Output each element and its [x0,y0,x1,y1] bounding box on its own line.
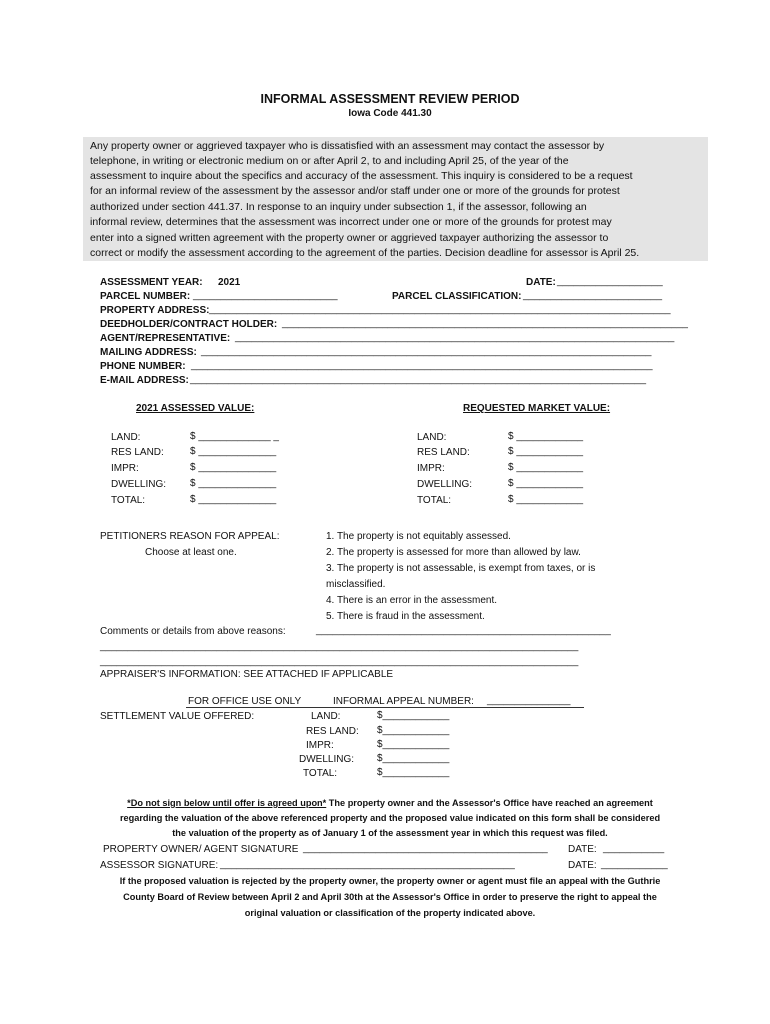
settlement-land-label: LAND: [311,711,341,722]
requested-total-field[interactable]: $ ____________ [508,494,584,505]
settlement-dwelling-field[interactable]: $____________ [377,753,450,764]
requested-res-land-field[interactable]: $ ____________ [508,446,584,457]
owner-signature-field[interactable]: ____________________________________________ [303,843,548,854]
deedholder-field[interactable]: _________________________________________________________________________ [282,318,688,329]
agent-field[interactable]: _______________________________________________________________________________ [235,332,675,343]
assessed-dwelling-label: DWELLING: [111,479,167,490]
reason-option-3[interactable]: 3. The property is not assessable, is exempt from taxes, or is [326,563,596,574]
date-label: DATE: [526,277,556,288]
settlement-label: SETTLEMENT VALUE OFFERED: [100,711,255,722]
requested-impr-label: IMPR: [417,463,445,474]
reason-option-3-cont: misclassified. [326,579,386,590]
parcel-number-field[interactable]: __________________________ [193,290,338,301]
footer-line-3: original valuation or classification of the property indicated above. [244,908,536,918]
settlement-res-land-label: RES LAND: [306,726,359,737]
settlement-total-label: TOTAL: [303,768,338,779]
settlement-dwelling-label: DWELLING: [299,754,355,765]
assessed-land-field[interactable]: $ _____________ _ [190,431,279,442]
intro-line: informal review, determines that the assessment was incorrect under one or more of the grounds for protest may [90,216,612,228]
appraiser-info: APPRAISER'S INFORMATION: SEE ATTACHED IF APPLICABLE [100,669,394,680]
requested-total-label: TOTAL: [417,495,452,506]
phone-number-field[interactable]: ___________________________________________________________________________________ [191,360,653,371]
requested-res-land-label: RES LAND: [417,447,470,458]
reason-option-5[interactable]: 5. There is fraud in the assessment. [326,611,485,622]
footer-line-2: County Board of Review between April 2 and April 30th at the Assessor's Office in order to preserve the right to appeal the [123,892,657,902]
agreement-text: The property owner and the Assessor's Office have reached an agreement [326,798,653,808]
assessed-land-label: LAND: [111,432,141,443]
date-field[interactable]: ___________________ [557,276,663,287]
agent-label: AGENT/REPRESENTATIVE: [100,333,231,344]
assessed-res-land-label: RES LAND: [111,447,164,458]
comments-field-line-2[interactable]: ______________________________________________________________________________________ [100,641,579,652]
parcel-classification-field[interactable]: _________________________ [523,290,663,301]
comments-field-line-3[interactable]: ______________________________________________________________________________________ [100,656,579,667]
footer-line-1: If the proposed valuation is rejected by the property owner, the property owner or agent must file an appeal with the Guthrie [119,876,661,886]
owner-signature-label: PROPERTY OWNER/ AGENT SIGNATURE [103,844,299,855]
property-address-label: PROPERTY ADDRESS: [100,305,210,316]
intro-line: assessment to inquire about the specifics and accuracy of the assessment. This inquiry is considered to be a request [90,170,633,182]
reason-option-2[interactable]: 2. The property is assessed for more than allowed by law. [326,547,581,558]
email-field[interactable]: __________________________________________________________________________________ [190,374,647,385]
requested-dwelling-label: DWELLING: [417,479,473,490]
requested-dwelling-field[interactable]: $ ____________ [508,478,584,489]
deedholder-label: DEEDHOLDER/CONTRACT HOLDER: [100,319,278,330]
intro-line: Any property owner or aggrieved taxpayer who is dissatisfied with an assessment may contact the assessor by [90,140,605,152]
assessed-value-heading: 2021 ASSESSED VALUE: [136,403,255,414]
iowa-code: Iowa Code 441.30 [348,108,432,119]
agreement-line-2: regarding the valuation of the above referenced property and the proposed value indicated on this form shall be considered [119,813,661,823]
requested-land-field[interactable]: $ ____________ [508,431,584,442]
requested-value-heading: REQUESTED MARKET VALUE: [463,403,611,414]
email-label: E-MAIL ADDRESS: [100,375,189,386]
office-use-label: FOR OFFICE USE ONLY [188,696,302,707]
owner-date-label: DATE: [568,844,597,855]
parcel-classification-label: PARCEL CLASSIFICATION: [392,291,522,302]
choose-at-least-one: Choose at least one. [145,547,237,558]
requested-impr-field[interactable]: $ ____________ [508,462,584,473]
do-not-sign-warning: *Do not sign below until offer is agreed upon* [127,798,327,808]
intro-line: authorized under section 441.37. In response to an inquiry under subsection 1, if the assessor, following an [90,201,587,213]
mailing-address-label: MAILING ADDRESS: [100,347,197,358]
settlement-impr-label: IMPR: [306,740,334,751]
agreement-line-3: the valuation of the property as of January 1 of the assessment year in which this request was filed. [172,828,608,838]
phone-number-label: PHONE NUMBER: [100,361,186,372]
assessor-date-label: DATE: [568,860,597,871]
assessed-impr-label: IMPR: [111,463,139,474]
page-title: INFORMAL ASSESSMENT REVIEW PERIOD [260,92,520,106]
requested-land-label: LAND: [417,432,447,443]
parcel-number-label: PARCEL NUMBER: [100,291,191,302]
settlement-res-land-field[interactable]: $____________ [377,725,450,736]
assessed-res-land-field[interactable]: $ ______________ [190,446,277,457]
assessed-dwelling-field[interactable]: $ ______________ [190,478,277,489]
assessed-total-field[interactable]: $ ______________ [190,494,277,505]
owner-date-field[interactable]: ___________ [603,843,665,854]
comments-label: Comments or details from above reasons: [100,626,286,637]
assessor-signature-field[interactable]: _____________________________________________________ [220,859,515,870]
appeal-number-field[interactable]: _______________ [487,695,571,706]
agreement-line-1 [0,798,770,808]
settlement-impr-field[interactable]: $____________ [377,739,450,750]
intro-line: telephone, in writing or electronic medium on or after April 2, to and including April 25, of the year of the [90,155,569,167]
reason-option-1[interactable]: 1. The property is not equitably assessed. [326,531,511,542]
comments-field[interactable]: _____________________________________________________ [316,625,611,636]
intro-line: correct or modify the assessment according to the agreement of the parties. Decision deadline for assessor is April 25. [90,247,640,259]
assessor-date-field[interactable]: ____________ [601,859,668,870]
office-use-divider [186,707,584,708]
assessed-total-label: TOTAL: [111,495,146,506]
mailing-address-field[interactable]: _________________________________________________________________________________ [201,346,652,357]
settlement-total-field[interactable]: $____________ [377,767,450,778]
property-address-field[interactable]: ___________________________________________________________________________________ [209,304,671,315]
appeal-number-label: INFORMAL APPEAL NUMBER: [333,696,474,707]
intro-line: enter into a signed written agreement with the property owner or aggrieved taxpayer authorizing the assessor to [90,232,609,244]
reason-option-4[interactable]: 4. There is an error in the assessment. [326,595,498,606]
settlement-land-field[interactable]: $____________ [377,710,450,721]
assessed-impr-field[interactable]: $ ______________ [190,462,277,473]
appeal-reason-label: PETITIONERS REASON FOR APPEAL: [100,531,280,542]
assessment-year-label: ASSESSMENT YEAR: [100,277,203,288]
assessor-signature-label: ASSESSOR SIGNATURE: [100,860,219,871]
intro-line: for an informal review of the assessment by the assessor and/or staff under one or more of the grounds for protest [90,185,620,197]
assessment-year-value: 2021 [218,277,241,288]
